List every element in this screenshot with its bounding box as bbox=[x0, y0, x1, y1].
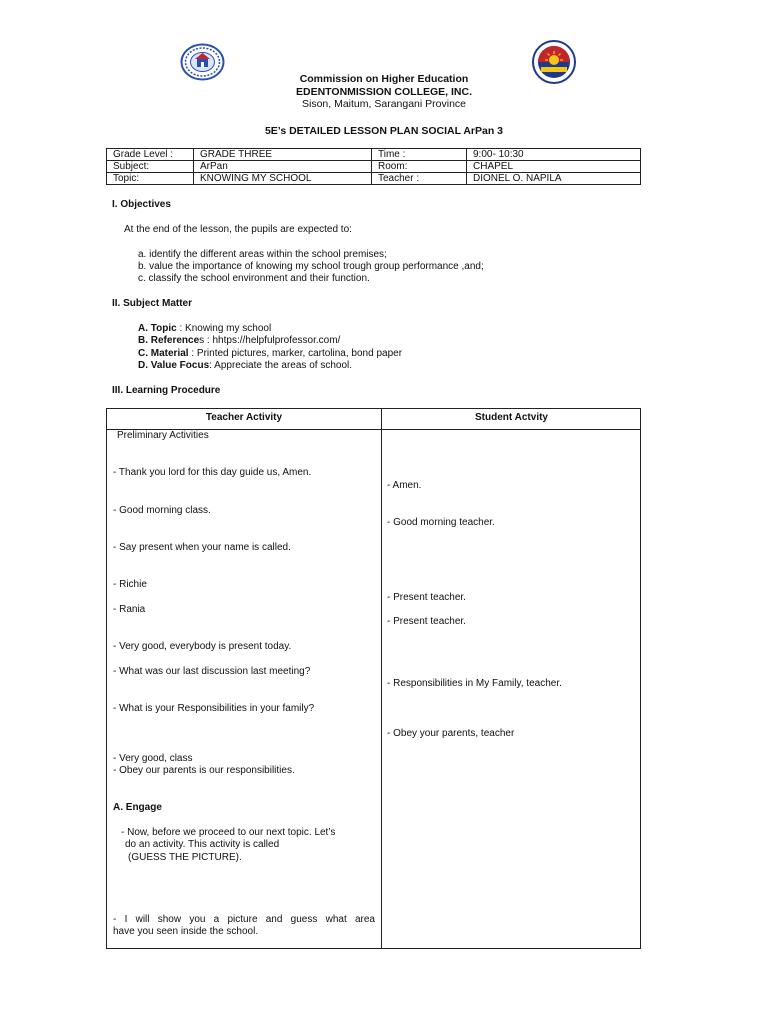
objectives-intro: At the end of the lesson, the pupils are expected to: bbox=[124, 224, 352, 235]
teacher-line: - Obey our parents is our responsibilities. bbox=[113, 765, 295, 776]
teacher-line: - Good morning class. bbox=[113, 505, 211, 516]
student-line: - Good morning teacher. bbox=[387, 517, 495, 528]
teacher-line: - Very good, everybody is present today. bbox=[113, 641, 292, 652]
info-table bbox=[106, 148, 641, 185]
subject-matter-item bbox=[138, 360, 352, 373]
lesson-plan-title: 5E’s DETAILED LESSON PLAN SOCIAL ArPan 3 bbox=[264, 125, 504, 137]
info-label: Time : bbox=[372, 149, 467, 161]
table-row bbox=[107, 149, 641, 161]
info-value: GRADE THREE bbox=[194, 149, 372, 161]
subject-matter-heading: II. Subject Matter bbox=[112, 298, 193, 309]
info-value: 9:00- 10:30 bbox=[467, 149, 641, 161]
subject-matter-value: : Printed pictures, marker, cartolina, bond paper bbox=[188, 348, 403, 359]
header-address: Sison, Maitum, Sarangani Province bbox=[302, 98, 466, 110]
student-line: - Responsibilities in My Family, teacher. bbox=[387, 678, 562, 689]
objective-item: a. identify the different areas within the school premises; bbox=[138, 249, 387, 260]
teacher-line: - Richie bbox=[113, 579, 147, 590]
student-line: - Present teacher. bbox=[387, 616, 466, 627]
subject-matter-label: D. Value Focus bbox=[138, 360, 210, 371]
teacher-line: have you seen inside the school. bbox=[113, 926, 259, 937]
table-row bbox=[107, 173, 641, 185]
subject-matter-item bbox=[138, 323, 271, 336]
info-label: Teacher : bbox=[372, 173, 467, 185]
info-label: Topic: bbox=[107, 173, 194, 185]
subject-matter-label: C. Material bbox=[138, 348, 189, 359]
subject-matter-item bbox=[138, 335, 340, 348]
objectives-heading: I. Objectives bbox=[112, 199, 171, 210]
teacher-line: - Say present when your name is called. bbox=[113, 542, 291, 553]
teacher-line: - What is your Responsibilities in your family? bbox=[113, 703, 315, 714]
info-value: ArPan bbox=[194, 161, 372, 173]
header-college: EDENTONMISSION COLLEGE, INC. bbox=[296, 86, 472, 98]
teacher-line: - Very good, class bbox=[113, 753, 193, 764]
procedure-heading: III. Learning Procedure bbox=[112, 385, 221, 396]
objective-item: b. value the importance of knowing my school trough group performance ,and; bbox=[138, 261, 484, 272]
teacher-line: - Rania bbox=[113, 604, 146, 615]
engage-heading: A. Engage bbox=[113, 802, 162, 813]
info-value: CHAPEL bbox=[467, 161, 641, 173]
info-label: Subject: bbox=[107, 161, 194, 173]
procedure-table bbox=[106, 408, 641, 949]
header-commission: Commission on Higher Education bbox=[299, 73, 469, 85]
student-activity-header: Student Actvity bbox=[475, 412, 548, 423]
subject-matter-item bbox=[138, 348, 402, 361]
teacher-line: do an activity. This activity is called bbox=[125, 839, 280, 850]
column-divider bbox=[381, 409, 382, 948]
preliminary-activities: Preliminary Activities bbox=[117, 430, 209, 441]
objective-item: c. classify the school environment and their function. bbox=[138, 273, 370, 284]
student-line: - Present teacher. bbox=[387, 592, 466, 603]
subject-matter-value: s : hhtps://helpfulprofessor.com/ bbox=[199, 335, 341, 346]
student-line: - Obey your parents, teacher bbox=[387, 728, 515, 739]
subject-matter-label: A. Topic bbox=[138, 323, 177, 334]
info-value: DIONEL O. NAPILA bbox=[467, 173, 641, 185]
info-label: Room: bbox=[372, 161, 467, 173]
teacher-line: - Thank you lord for this day guide us, Amen. bbox=[113, 467, 312, 478]
table-row bbox=[107, 161, 641, 173]
subject-matter-value: : Appreciate the areas of school. bbox=[209, 360, 353, 371]
teacher-line: - I will show you a picture and guess what area bbox=[113, 914, 375, 925]
teacher-line: - What was our last discussion last meeting? bbox=[113, 666, 311, 677]
teacher-activity-header: Teacher Activity bbox=[205, 412, 283, 423]
info-value: KNOWING MY SCHOOL bbox=[194, 173, 372, 185]
teacher-line: (GUESS THE PICTURE). bbox=[128, 852, 242, 863]
student-line: - Amen. bbox=[387, 480, 422, 491]
subject-matter-value: : Knowing my school bbox=[176, 323, 272, 334]
info-label: Grade Level : bbox=[107, 149, 194, 161]
subject-matter-label: B. Reference bbox=[138, 335, 200, 346]
teacher-line: - Now, before we proceed to our next topic. Let’s bbox=[121, 827, 336, 838]
